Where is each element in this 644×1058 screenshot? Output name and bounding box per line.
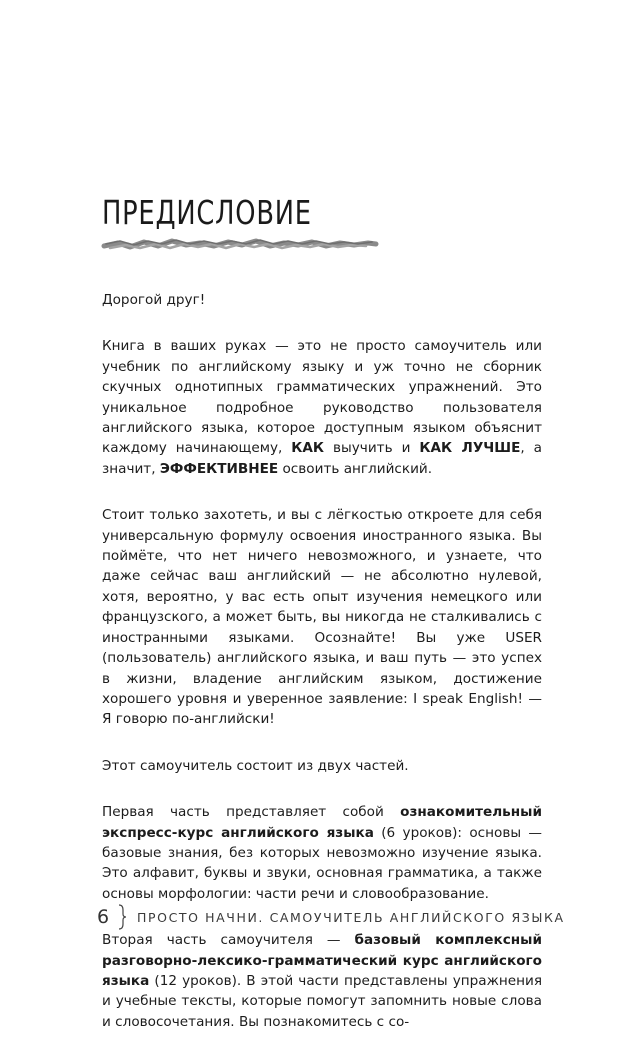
emphasis-text: ознакомительный экспресс-курс английского языка <box>102 804 542 841</box>
paragraph-text: освоить английский. <box>278 460 433 477</box>
paragraph-text: Первая часть представляет собой <box>102 804 401 821</box>
emphasis-text: базовый комплексный разговорно-лексико-грамматический курс английского языка <box>102 932 542 989</box>
paragraph <box>102 802 542 904</box>
paragraph <box>102 756 542 776</box>
page-number: 6 <box>96 906 110 928</box>
paragraph-text: Дорогой друг! <box>102 292 206 308</box>
paragraph-text: (12 уроков). В этой части представлены упражнения и учебные тексты, которые помогут запомнить новые слова и словосочетания. Вы познакомитесь с со- <box>102 972 542 1030</box>
paragraph-text: , а значит, <box>102 440 543 477</box>
curly-brace-icon <box>118 904 127 930</box>
brush-stroke-ornament-icon <box>100 234 380 256</box>
emphasis-text: КАК ЛУЧШЕ <box>419 440 521 457</box>
chapter-title: ПРЕДИСЛОВИЕ <box>102 193 312 232</box>
paragraph-text: выучить и <box>324 440 420 457</box>
paragraph <box>102 930 542 1032</box>
emphasis-text: ЭФФЕКТИВНЕЕ <box>159 460 279 477</box>
paragraph <box>102 290 542 310</box>
paragraph-text: Книга в ваших руках — это не просто самоучитель или учебник по английскому языку и уж точно не сборник скучных однотипных грамматических упражнений. Это уникальное подробное руководство пользователя английского языка, которое доступным языком объяснит каждому начинающему, <box>102 338 542 457</box>
emphasis-text: КАК <box>291 440 325 457</box>
running-title: ПРОСТО НАЧНИ. САМОУЧИТЕЛЬ АНГЛИЙСКОГО ЯЗЫКА <box>137 909 565 925</box>
paragraph <box>102 336 542 479</box>
paragraph-text: (6 уроков): основы — базовые знания, без которых невозможно изучение языка. Это алфавит, буквы и звуки, основная грамматика, а также основы морфологии: части речи и словообразование. <box>102 824 543 902</box>
page-footer <box>94 904 565 930</box>
paragraph-text: Вторая часть самоучителя — <box>102 932 355 949</box>
paragraph <box>102 505 542 729</box>
paragraph-text: Стоит только захотеть, и вы с лёгкостью откроете для себя универсальную формулу освоения иностранного языка. Вы поймёте, что нет ничего невозможного, и узнаете, что даже сейчас ваш английский — не абсолютно нулевой, хотя, вероятно, у вас есть опыт изучения немецкого или французского, а может быть, вы никогда не сталкивались с иностранными языками. Осознайте! Вы уже USER (пользователь) английского языка, и ваш путь — это успех в жизни, владение английским языком, достижение хорошего уровня и уверенное заявление: I speak English! — Я говорю по-английски! <box>102 507 542 728</box>
body-text <box>102 290 542 1058</box>
paragraph-text: Этот самоучитель состоит из двух частей. <box>102 757 409 774</box>
